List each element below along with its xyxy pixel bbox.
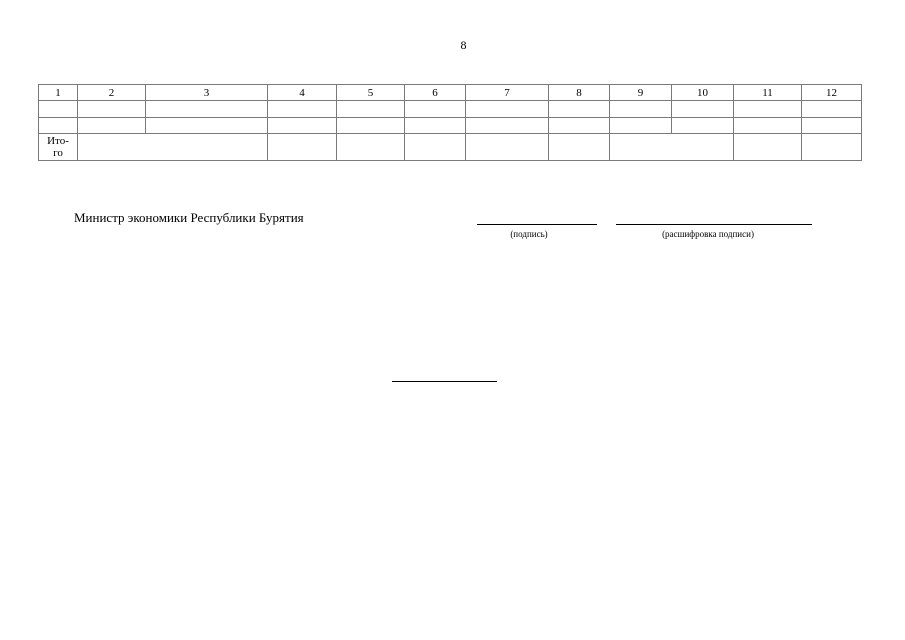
table-cell <box>78 118 146 134</box>
table-cell <box>549 134 610 161</box>
table-total-row <box>39 134 862 161</box>
table-cell <box>337 134 405 161</box>
table-cell <box>39 118 78 134</box>
column-header: 10 <box>672 85 734 101</box>
column-header: 1 <box>39 85 78 101</box>
report-table <box>38 84 862 161</box>
column-header: 3 <box>146 85 268 101</box>
table-cell <box>78 134 268 161</box>
table-cell <box>268 101 337 118</box>
table-cell <box>405 101 466 118</box>
column-header: 4 <box>268 85 337 101</box>
table-cell <box>610 134 734 161</box>
table-cell <box>734 118 802 134</box>
signature-decoding-line <box>616 224 812 225</box>
table-cell <box>39 101 78 118</box>
column-header: 2 <box>78 85 146 101</box>
column-header: 6 <box>405 85 466 101</box>
total-label-line: Ито- <box>47 135 69 147</box>
table-cell <box>405 134 466 161</box>
end-divider-line <box>392 381 497 382</box>
signature-caption: (подпись) <box>510 229 548 239</box>
signature-line <box>477 224 597 225</box>
table-cell <box>337 101 405 118</box>
column-header: 12 <box>802 85 862 101</box>
table-cell <box>672 118 734 134</box>
column-header: 9 <box>610 85 672 101</box>
signer-position-title: Министр экономики Республики Бурятия <box>74 210 304 225</box>
table-cell <box>610 101 672 118</box>
table-cell <box>734 101 802 118</box>
table-cell <box>268 134 337 161</box>
page-number: 8 <box>460 38 467 52</box>
table-cell <box>466 134 549 161</box>
table-cell <box>802 101 862 118</box>
table-cell <box>405 118 466 134</box>
table-cell <box>268 118 337 134</box>
table-cell <box>672 101 734 118</box>
table-cell <box>466 101 549 118</box>
signature-decoding-caption: (расшифровка подписи) <box>662 229 754 239</box>
total-label <box>39 134 78 161</box>
total-label-line: го <box>53 147 63 159</box>
table-cell <box>466 118 549 134</box>
table-cell <box>802 118 862 134</box>
column-header: 8 <box>549 85 610 101</box>
column-header: 5 <box>337 85 405 101</box>
table-cell <box>146 101 268 118</box>
table-cell <box>549 118 610 134</box>
table-cell <box>802 134 862 161</box>
column-header: 7 <box>466 85 549 101</box>
table-row <box>39 101 862 118</box>
table-cell <box>146 118 268 134</box>
table-cell <box>337 118 405 134</box>
table-row <box>39 118 862 134</box>
table-cell <box>78 101 146 118</box>
table-cell <box>610 118 672 134</box>
column-header: 11 <box>734 85 802 101</box>
table-cell <box>549 101 610 118</box>
table-header-row <box>39 85 862 101</box>
table-cell <box>734 134 802 161</box>
